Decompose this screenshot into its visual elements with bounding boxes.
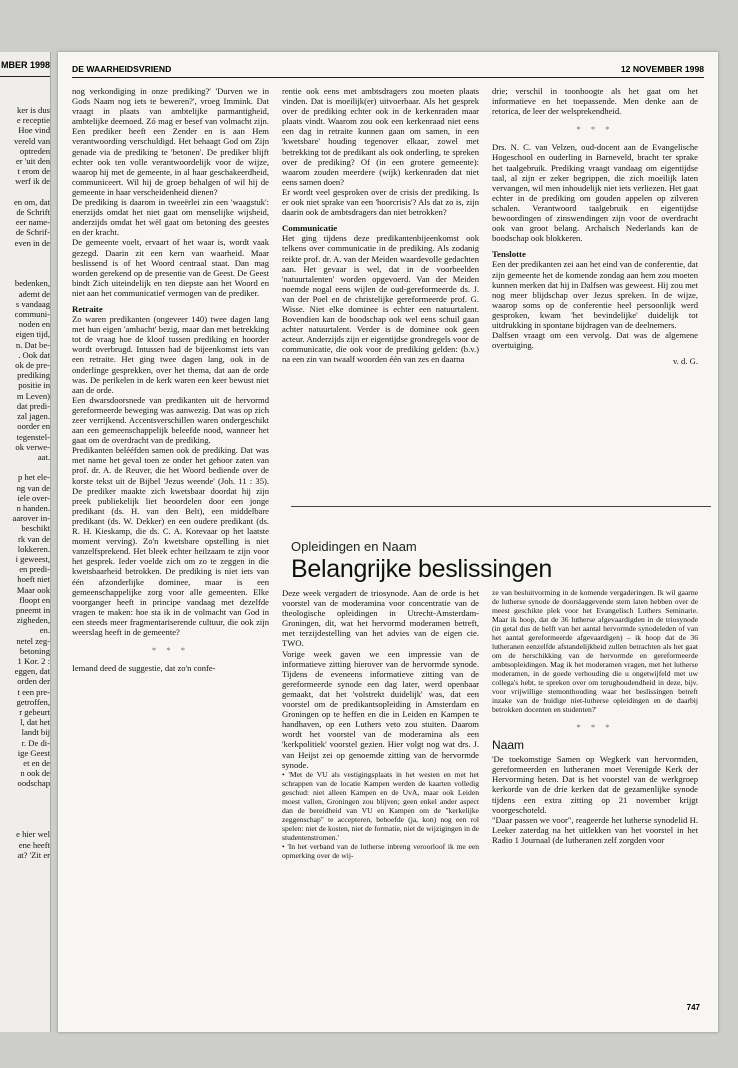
paragraph: Predikanten belééfden samen ook de prediking. Dat was met name het geval toen ze onder het gehoor zaten van prof. dr. A. de Reuver, die het Woord bediende over de korste tekst uit de Bijbel 'Jezus weende' (Joh. 11 : 35). De prediker maakte zich kwetsbaar doordat hij zijn preek publiekelijk liet beoordelen door een jonge predikant (ds. H. van den Belt), een middelbare predikant (ds. W. Dekker) en een oudere predikant (ds. R. H. Kieskamp, die ds. C. A. Korevaar op het laatste moment verving). Zo'n kwetsbare opstelling is niet vanzelfsprekend. Het bleek echter heilzaam te zijn voor het gesprek. Ieder voelde zich om zo te zeggen in die kwetsbaarheid betrokken. De prediking is niet iets van één afzonderlijke dominee, maar is een gemeenschappelijke zorg voor alle gemeenten. Elke voorganger heeft in principe vandaag met dezelfde vragen te maken: hoe sta ik in de volmacht van God in een steeds meer fragmentariserende cultuur, die ook zijn weerslag heeft in de gemeente? [72, 445, 269, 637]
paragraph: nog verkondiging in onze prediking?' 'Durven we in Gods Naam nog iets te beweren?', vroeg Immink. Dat vraagt in plaats van ambtelijke parmantigheid, ambtelijke deemoed. Zó mag er besef van volmacht zijn. Een prediker heeft een Zender en is aan Hem verantwoording verschuldigd. Het behaagt God om Zijn genade via de prediking te 'betonen'. De prediker blijft echter ook ten volle verantwoordelijk voor de wijze, waarop hij met de gemeente, in al haar geschakeerdheid, communiceert. Wil hij de groep behalgen of wil hij de gemeente in haar verscheidenheid dienen? [72, 86, 269, 197]
paragraph: Zo waren predikanten (ongeveer 140) twee dagen lang met hun eigen 'ambacht' bezig, maar dan met betrekking tot de vraag hoe de kloof tussen prediking en hoorder wordt overbrugd. Intussen had de bijeenkomst iets van een retraite. Het ging twee dagen lang, ook in de onderlinge gesprekken, over het thema, dat aan de orde was. De perikelen in de kerk waren een keer bewust niet aan de orde. [72, 314, 269, 395]
quote-block: • 'In het verband van de lutherse inbreng veroorloof ik me een opmerking over de wij- [282, 841, 479, 860]
article-kicker: Opleidingen en Naam [291, 539, 417, 554]
running-header [72, 64, 704, 78]
paragraph: De prediking is daarom in tweeërlei zin een 'waagstuk': enerzijds omdat het niet gaat om menselijke wijsheid, anderzijds omdat het wèl gaat om betoning des geestes en der kracht. [72, 197, 269, 238]
paragraph: 'De toekomstige Samen op Wegkerk van hervormden, gereformeerden en lutheranen moet Verenigde Kerk der Hervorming heten. Dat is het voorstel van de werkgroep kerkorde van de drie kerken dat de gezamenlijke synode tijdens een extra zitting op 21 november krijgt voorgeschoteld. [492, 754, 698, 815]
adjacent-page-text: ker is dus e receptie Hoe vind vereld van optreden er 'uit den t erom de werf ik de en om, dat de Schrift eer name- de Schrif- even in de bedenken, ademt de s vandaag communi- noden en eigen tijd, n. Dat be- . Ook dat ok de pre- prediking positie in m Leven) dat predi- zal jagen. oorder en tegenstel- ok verwe- aat. p het ele- ng van de iele over- n handen. aarover in- beschikt rk van de lokkeren. i geweest, en predi- hoeft niet Maar ook floopt en pneemt in zigheden, en. netel zeg- betoning 1 Kor. 2 : eggen, dat orden der t een pre- getroffen, r gebeurt l, dat het landt bij r. De di- ige Geest et en de n ook de oodschap e hier wel ene heeft at? 'Zit er [12, 105, 50, 860]
article2-column-b [492, 588, 698, 1020]
paragraph: Iemand deed de suggestie, dat zo'n confe- [72, 663, 216, 674]
paragraph: De gemeente voelt, ervaart of het waar is, wordt vaak gezegd. Daarin zit een kern van waarheid. Maar beslissend is of het Woord centraal staat. Dan mag worden gerekend op de presentie van de Geest. De Geest bindt Zich uiteindelijk en ten diepste aan het Woord en niet aan het communicatief vermogen van de prediker. [72, 237, 269, 298]
paragraph: "Daar passen we voor", reageerde het lutherse synodelid H. Leeker zaterdag na het uitlekken van het voorstel in het Radio 1 Journaal (de lutheranen zelf zorgden voor [492, 814, 698, 845]
adjacent-page-header: MBER 1998 [0, 52, 50, 77]
article-headline: Belangrijke beslissingen [291, 555, 553, 583]
page-number: 747 [686, 1003, 700, 1012]
quote-block: ze van besluitvorming in de komende vergaderingen. Ik wil gaarne de lutherse synode de doorslaggevende stem laten hebben over de meest geschikte plek voor het Evangelisch Luthers Seminarie. Maar ik hoop, dat de 36 lutherse afgevaardigden in de triosynode (in getal dus de helft van het aantal hervormde synodeleden of van het aantal gereformeerde afgevaardigen) – ik hoop dat de 36 lutheranen eenzelfde afstandelijkheid zullen betrachten als het gaat om de herschikking van de hervormde en gereformeerde ambtsopleidingen. Mag ik het moderamen vragen, met het lutherse moderamen, in de goede verhouding die u ongetwijfeld met uw collega's hebt, te spreken over om terughoudendheid in deze, bijv. voor vrijwillige stemonthouding waar het beslissingen betreft inzake van de huidige niet-lutherse opleidingen en de daarbij betrokken docenten en studenten?' [492, 588, 698, 714]
publication-name: DE WAARHEIDSVRIEND [72, 64, 172, 74]
section-separator: * * * [576, 722, 614, 732]
article-divider [291, 506, 711, 507]
column-2 [282, 86, 479, 500]
adjacent-page-edge [0, 52, 51, 1032]
paragraph: Het ging tijdens deze predikantenbijeenkomst ook telkens over communicatie in de prediking. Als zodanig reikte prof. dr. A. van der Meiden waardevolle gedachten aan. Het gevaar is wel, dat in de voorbeelden 'natuurtalenten' worden opgevoerd. Van der Meiden noemde nogal eens wijlen de oud-gereformeerde ds. J. van der Poel en de christelijke gereformeerde prof. G. Wisse. Niet elke dominee is echter een natuurtalent. Bovendien kan de boodschap ook wel eens schuil gaan achter natuurtalent. Verder is de dominee ook geen acteur. Anderzijds zijn er eigentijdse grondregels voor de communicatie, die ook voor de prediking gelden: (b.v.) na een zin van twaalf woorden één van zes en daarna [282, 233, 479, 365]
paragraph: rentie ook eens met ambtsdragers zou moeten plaats vinden. Dat is moeilijk(er) uitvoerbaar. Als het gesprek over de prediking echter ook in de kerkenraden maar plaats vindt. Waarom zou ook een kerkenraad niet eens een dag in retraite kunnen gaan om samen, in een 'kwetsbare' houding tegenover elkaar, zowel met betrekking tot de predikant als ook onderling, te spreken over de prediking? Of (in een grotere gemeente): waarom zouden meerdere (wijk) kerkenraden dat niet eens samen doen? [282, 86, 479, 187]
paragraph: Een der predikanten zei aan het eind van de conferentie, dat zijn gemeente het de komende zondag aan hem zou moeten kunnen merken dat hij in Dalfsen was geweest. Hij zou met nog meer blijdschap over Jezus spreken. In de wijze, waarop soms op de conferentie heel persoonlijk werd gesproken, kwam 'het bevindelijke' duidelijk tot uitdrukking in spontane bijdragen van de deelnemers. [492, 259, 698, 330]
paragraph: Vorige week gaven we een impressie van de informatieve zitting hierover van de hervormde synode. Tijdens de eveneens informatieve zitting van de gereformeerde synode een dag later, werd openbaar gemaakt, dat het 'volstrekt duidelijk' was, dat een voorstel om de predikantsopleiding in Amsterdam en Groningen op te heffen en die in Leiden en Kampen te handhaven, op een Luthers veto zou stuiten. Daarom wordt het voorstel van de moderamina als een 'kerkpolitiek' voorstel gezien. Hier volgt nog wat drs. J. van Heijst zei op genoemde zitting van de hervormde synode. [282, 648, 479, 770]
column-1 [72, 86, 269, 1020]
paragraph: Een dwarsdoorsnede van predikanten uit de hervormd gereformeerde beweging was aanwezig. Dat was op zich zeer verrijkend. Accentsverschillen waren ondergeschikt aan een gemeenschappelijk beleefde nood, wanneer het gaat om de overdracht van de prediking. [72, 394, 269, 446]
subheading-communicatie: Communicatie [282, 223, 338, 234]
paragraph: Drs. N. C. van Velzen, oud-docent aan de Evangelische Hogeschool en ouderling in Barneveld, bracht ter sprake het taalgebruik. Prediking vraagt vandaag om eigentijdse taal, al zijn er zeker begrippen, die zich moeilijk laten vervangen, wil men inhoudelijk niet iets verliezen. Het gaat echter in de prediking om gouden appelen op zilveren schalen. Verantwoord taalgebruik en eigentijdse bewoordingen of zinswendingen zijn voor de overdracht ook van groot belang. Archaïsch Nederlands kan de boodschap ook blokkeren. [492, 142, 698, 244]
section-separator: * * * [151, 645, 190, 656]
subheading-naam: Naam [492, 738, 525, 753]
issue-date: 12 NOVEMBER 1998 [620, 64, 704, 74]
paragraph: drie; verschil in toonhoogte als het gaat om het informatieve en het toepassende. Men denke aan de retorica, de leer der welsprekendheid. [492, 86, 698, 117]
newspaper-page [58, 52, 718, 1032]
section-separator: * * * [576, 124, 614, 135]
paragraph: Dalfsen vraagt om een vervolg. Dat was de algemene overtuiging. [492, 330, 698, 351]
subheading-retraite: Retraite [72, 303, 103, 314]
quote-block: • 'Met de VU als vestigingsplaats in het westen en met het schrappen van de locatie Kampen werden de kaarten volledig geschud: niet alleen Kampen en de UvA, maar ook Leiden moest vallen, Groningen zou blijven; geen enkel ander aspect dan de bereidheid van VU en Kampen om de "kerkelijke zeggenschap" te accepteren, behoefde (ja, kon) nog een rol spelen: niet de kosten, niet de formatie, niet de wijzigingen in de studentenstromen.' [282, 769, 479, 842]
article2-column-a [282, 588, 479, 1020]
author-signature: v. d. G. [673, 356, 698, 367]
column-3 [492, 86, 698, 500]
paragraph: Er wordt veel gesproken over de crisis der prediking. Is er ook niet sprake van een 'hoorcrisis'? Als dat zo is, zijn daarin ook de ambtsdragers dan niet betrokken? [282, 186, 479, 218]
subheading-tenslotte: Tenslotte [492, 249, 526, 260]
paragraph: Deze week vergadert de triosynode. Aan de orde is het voorstel van de moderamina voor concentratie van de theologische opleidingen in Utrecht-Amsterdam-Groningen, dit, wat het hervormd moderamen betreft, met terzijdestelling van het advies van de eigen cie. TWO. [282, 588, 479, 649]
